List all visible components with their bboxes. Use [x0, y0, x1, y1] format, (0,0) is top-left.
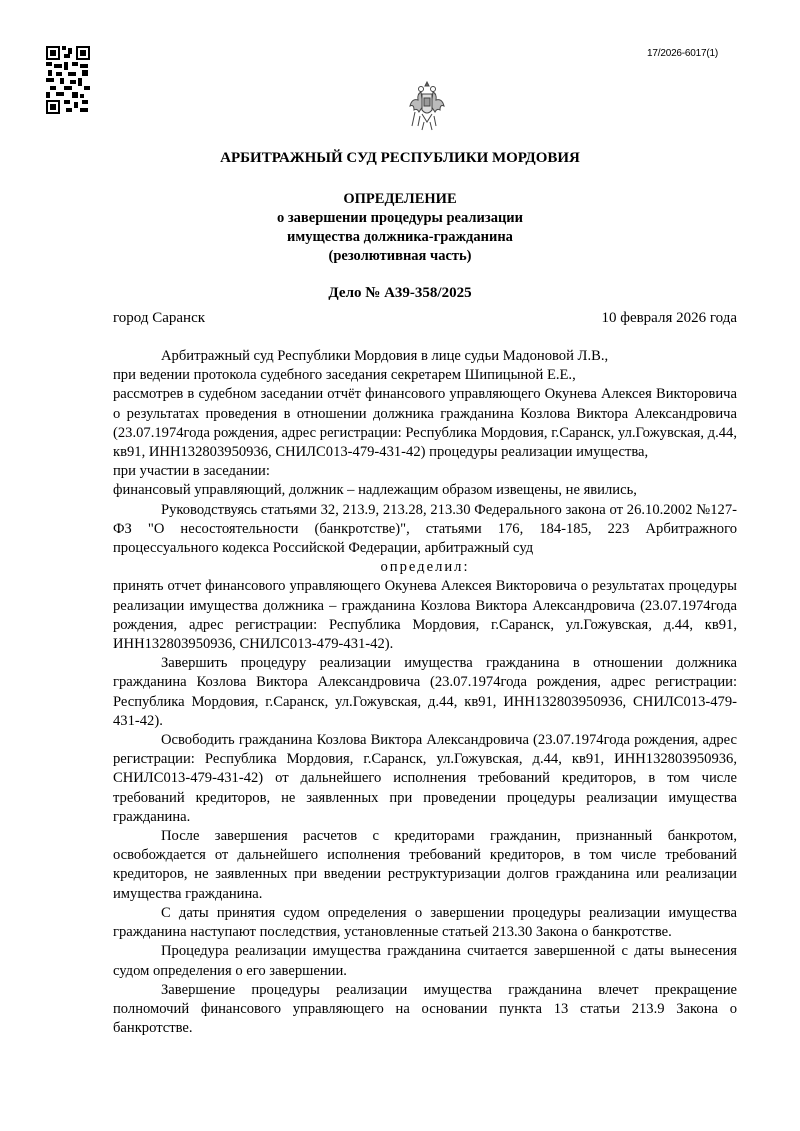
- court-name: АРБИТРАЖНЫЙ СУД РЕСПУБЛИКИ МОРДОВИЯ: [220, 150, 580, 166]
- paragraph-consequences: С даты принятия судом определения о завершении процедуры реализации имущества гражданина наступают последствия, установленные статьей 213.30 Закона о банкротстве.: [113, 904, 737, 941]
- city: город Саранск: [113, 310, 206, 326]
- paragraph-release-debtor: Освободить гражданина Козлова Виктора Александровича (23.07.1974года рождения, адрес регистрации: Республика Мордовия, г.Саранск, ул.Гожувская, д.44, кв91, ИНН132803950936, СНИЛС013-479-431-42) от дальнейшего исполнения требований кредиторов, в том числе требований кредиторов, не заявленных при проведении процедуры реализации имущества гражданина.: [113, 732, 737, 825]
- qr-code-icon: [46, 46, 90, 114]
- paragraph-considered: рассмотрев в судебном заседании отчёт финансового управляющего Окунева Алексея Викторовича о результатах проведения в отношении должника гражданина Козлова Виктора Александровича (23.07.1974года рождения, адрес регистрации: Республика Мордовия, г.Саранск, ул.Гожувская, д.44, кв91, ИНН132803950936, СНИЛС013-479-431-42) процедуры реализации имущества,: [113, 386, 737, 461]
- paragraph-completion-date: Процедура реализации имущества гражданина считается завершенной с даты вынесения судом определения о его завершении.: [113, 943, 737, 979]
- ruling-date: 10 февраля 2026 года: [601, 310, 737, 326]
- paragraph-secretary: при ведении протокола судебного заседания секретарем Шипицыной Е.Е.,: [113, 367, 576, 384]
- ruling-heading: определил:: [380, 559, 470, 576]
- paragraph-participation: при участии в заседании:: [113, 463, 270, 480]
- paragraph-complete-procedure: Завершить процедуру реализации имущества гражданина в отношении должника гражданина Козлова Виктора Александровича (23.07.1974года рождения, адрес регистрации: Республика Мордовия, г.Саранск, ул.Гожувская, д.44, кв91, ИНН132803950936, СНИЛС013-479-431-42).: [113, 655, 737, 729]
- paragraph-legal-basis: Руководствуясь статьями 32, 213.9, 213.28, 213.30 Федерального закона от 26.10.2002 №127-ФЗ "О несостоятельности (банкротстве)", статьями 176, 184-185, 223 Арбитражного процессуального кодекса Российской Федерации, арбитражный суд: [113, 501, 737, 557]
- document-registration-number: 17/2026-6017(1): [647, 48, 718, 59]
- russian-coat-of-arms-icon: [408, 78, 446, 134]
- document-subtitle-line-1: о завершении процедуры реализации: [276, 210, 524, 226]
- document-subtitle-line-2: имущества должника-гражданина: [287, 229, 513, 245]
- document-title-block: [0, 190, 800, 266]
- paragraph-absent: финансовый управляющий, должник – надлежащим образом извещены, не явились,: [113, 482, 637, 499]
- case-number: Дело № А39-358/2025: [328, 285, 472, 301]
- paragraph-accept-report: принять отчет финансового управляющего Окунева Алексея Викторовича о результатах процедуры реализации имущества должника – гражданина Козлова Виктора Александровича (23.07.1974года рождения, адрес регистрации: Республика Мордовия, г.Саранск, ул.Гожувская, д.44, кв91, ИНН132803950936, СНИЛС013-479-431-42).: [113, 578, 737, 653]
- paragraph-judge: Арбитражный суд Республики Мордовия в лице судьи Мадоновой Л.В.,: [161, 348, 609, 364]
- document-type: ОПРЕДЕЛЕНИЕ: [343, 191, 457, 207]
- paragraph-after-settlement: После завершения расчетов с кредиторами гражданин, признанный банкротом, освобождается от дальнейшего исполнения требований кредиторов, в том числе требований кредиторов, не заявленных при введении реструктуризации долгов гражданина или реализации имущества гражданина.: [113, 828, 737, 902]
- document-subtitle-line-3: (резолютивная часть): [328, 248, 472, 264]
- document-body: [113, 347, 737, 1038]
- paragraph-manager-powers: Завершение процедуры реализации имущества гражданина влечет прекращение полномочий финансового управляющего на основании пункта 13 статьи 213.9 Закона о банкротстве.: [113, 981, 737, 1037]
